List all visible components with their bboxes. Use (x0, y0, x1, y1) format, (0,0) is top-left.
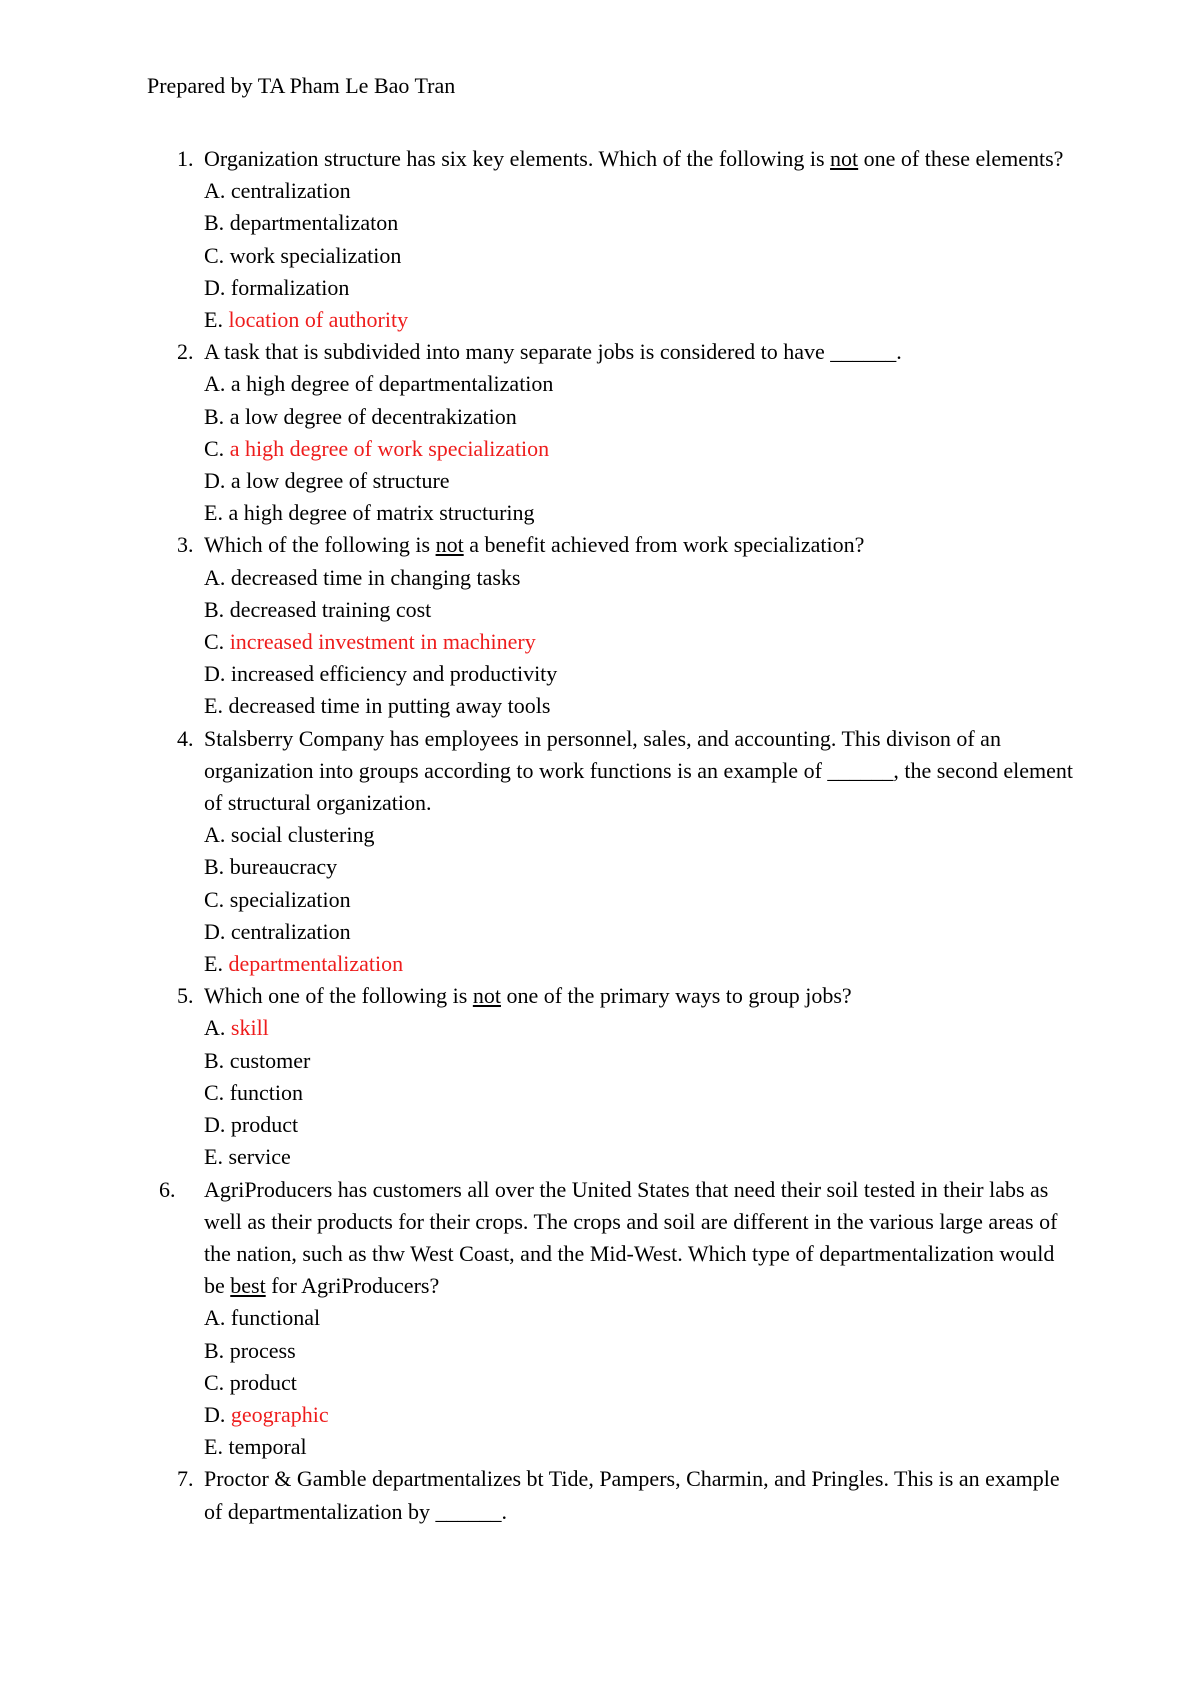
emphasis-text: not (830, 146, 859, 171)
question-number: 1. (177, 146, 194, 171)
option-text: decreased time in changing tasks (230, 564, 521, 590)
question-item (147, 529, 1077, 722)
option-letter: A. (204, 178, 231, 204)
question-stem (204, 1463, 1077, 1527)
stem-text: Stalsberry Company has employees in personnel, sales, and accounting. This divison of an organization into groups according to work functions is an example of ______, the second element of structural organization. (204, 725, 1073, 816)
stem-text: one of the primary ways to group jobs? (500, 983, 852, 1009)
answer-option (204, 1012, 1077, 1044)
question-stem (204, 723, 1077, 820)
stem-text: Organization structure has six key elements. Which of the following is (204, 146, 831, 171)
answer-option (204, 819, 1077, 851)
answer-option (204, 1367, 1077, 1399)
answer-option (204, 1109, 1077, 1141)
option-letter: C. (204, 1079, 230, 1105)
stem-text: AgriProducers has customers all over the United States that need their soil tested in their labs as well as their products for their crops. The crops and soil are different in the various large areas of the nation, such as thw West Coast, and the Mid-West. Which type of departmentalization would be (204, 1176, 1058, 1299)
option-text: product (229, 1369, 297, 1395)
option-letter: B. (204, 596, 230, 622)
correct-answer-text: skill (230, 1015, 269, 1041)
question-stem (204, 1174, 1077, 1303)
option-text: centralization (230, 918, 351, 944)
question-stem (204, 529, 1077, 561)
option-letter: A. (204, 371, 231, 397)
option-letter: E. (204, 1144, 229, 1170)
answer-option (204, 272, 1077, 304)
option-letter: D. (204, 1112, 231, 1138)
option-letter: E. (204, 1434, 229, 1460)
option-letter: E. (204, 307, 229, 333)
option-letter: E. (204, 693, 229, 719)
stem-text: Proctor & Gamble departmentalizes bt Tide, Pampers, Charmin, and Pringles. This is an example of departmentalization by ______. (204, 1466, 1060, 1524)
option-letter: A. (204, 1305, 231, 1331)
answer-option (204, 690, 1077, 722)
question-item (147, 1463, 1077, 1527)
option-letter: A. (204, 822, 231, 848)
option-letter: D. (204, 274, 231, 300)
option-text: social clustering (230, 822, 375, 848)
option-text: a low degree of decentrakization (229, 403, 517, 429)
answer-option (204, 401, 1077, 433)
option-text: customer (229, 1047, 311, 1073)
answer-option (204, 465, 1077, 497)
answer-option (204, 626, 1077, 658)
answer-option (204, 175, 1077, 207)
option-letter: C. (204, 435, 230, 461)
option-text: departmentalizaton (229, 210, 399, 236)
option-text: increased efficiency and productivity (230, 661, 558, 687)
answer-option (204, 1399, 1077, 1431)
answer-option (204, 1431, 1077, 1463)
answer-option (204, 304, 1077, 336)
option-text: a high degree of matrix structuring (228, 500, 535, 526)
option-letter: A. (204, 1015, 231, 1041)
option-letter: D. (204, 1401, 231, 1427)
question-list (147, 143, 1077, 1528)
option-text: formalization (230, 274, 350, 300)
question-number: 7. (177, 1466, 194, 1492)
answer-option (204, 433, 1077, 465)
correct-answer-text: departmentalization (228, 951, 404, 977)
emphasis-text: best (230, 1273, 266, 1299)
correct-answer-text: location of authority (228, 307, 409, 333)
answer-option (204, 1077, 1077, 1109)
option-letter: B. (204, 210, 230, 236)
option-text: service (228, 1144, 291, 1170)
answer-option (204, 594, 1077, 626)
answer-option (204, 884, 1077, 916)
question-number: 6. (159, 1176, 176, 1202)
answer-option (204, 1141, 1077, 1173)
stem-text: A task that is subdivided into many separate jobs is considered to have ______. (204, 339, 902, 365)
option-letter: B. (204, 1047, 230, 1073)
option-letter: B. (204, 1337, 230, 1363)
correct-answer-text: increased investment in machinery (229, 629, 536, 655)
option-text: a low degree of structure (230, 468, 450, 494)
option-letter: B. (204, 854, 230, 880)
option-letter: C. (204, 886, 230, 912)
answer-option (204, 1335, 1077, 1367)
question-number: 3. (177, 532, 194, 558)
question-number: 5. (177, 983, 194, 1009)
correct-answer-text: a high degree of work specialization (229, 435, 550, 461)
stem-text: one of these elements? (858, 146, 1064, 171)
question-number: 2. (177, 339, 194, 365)
answer-option (204, 497, 1077, 529)
option-letter: E. (204, 951, 229, 977)
answer-option (204, 562, 1077, 594)
question-number: 4. (177, 725, 194, 751)
option-letter: C. (204, 242, 230, 268)
option-text: product (230, 1112, 299, 1138)
answer-option (204, 658, 1077, 690)
option-text: function (229, 1079, 304, 1105)
question-item (147, 723, 1077, 981)
option-text: functional (230, 1305, 321, 1331)
option-text: work specialization (229, 242, 402, 268)
option-text: decreased time in putting away tools (228, 693, 551, 719)
correct-answer-text: geographic (230, 1401, 329, 1427)
option-text: specialization (229, 886, 351, 912)
answer-option (204, 851, 1077, 883)
question-item (147, 143, 1077, 336)
option-text: a high degree of departmentalization (230, 371, 554, 397)
option-letter: C. (204, 1369, 230, 1395)
answer-option (204, 240, 1077, 272)
answer-option (204, 916, 1077, 948)
question-item (147, 1174, 1077, 1464)
option-text: temporal (228, 1434, 307, 1460)
question-stem (204, 143, 1077, 175)
answer-option (204, 207, 1077, 239)
option-letter: A. (204, 564, 231, 590)
option-text: decreased training cost (229, 596, 432, 622)
question-stem (204, 980, 1077, 1012)
answer-option (204, 1302, 1077, 1334)
option-letter: D. (204, 918, 231, 944)
option-letter: B. (204, 403, 230, 429)
question-stem (204, 336, 1077, 368)
emphasis-text: not (472, 983, 501, 1009)
option-text: bureaucracy (229, 854, 338, 880)
stem-text: Which one of the following is (204, 983, 473, 1009)
stem-text: Which of the following is (204, 532, 436, 558)
answer-option (204, 368, 1077, 400)
option-letter: D. (204, 661, 231, 687)
document-header: Prepared by TA Pham Le Bao Tran (147, 73, 456, 98)
question-item (147, 336, 1077, 529)
stem-text: for AgriProducers? (265, 1273, 440, 1299)
option-text: process (229, 1337, 296, 1363)
option-text: centralization (230, 178, 351, 204)
option-letter: E. (204, 500, 229, 526)
stem-text: a benefit achieved from work specialization? (463, 532, 865, 558)
answer-option (204, 948, 1077, 980)
answer-option (204, 1045, 1077, 1077)
option-letter: C. (204, 629, 230, 655)
question-item (147, 980, 1077, 1173)
option-letter: D. (204, 468, 231, 494)
emphasis-text: not (435, 532, 464, 558)
